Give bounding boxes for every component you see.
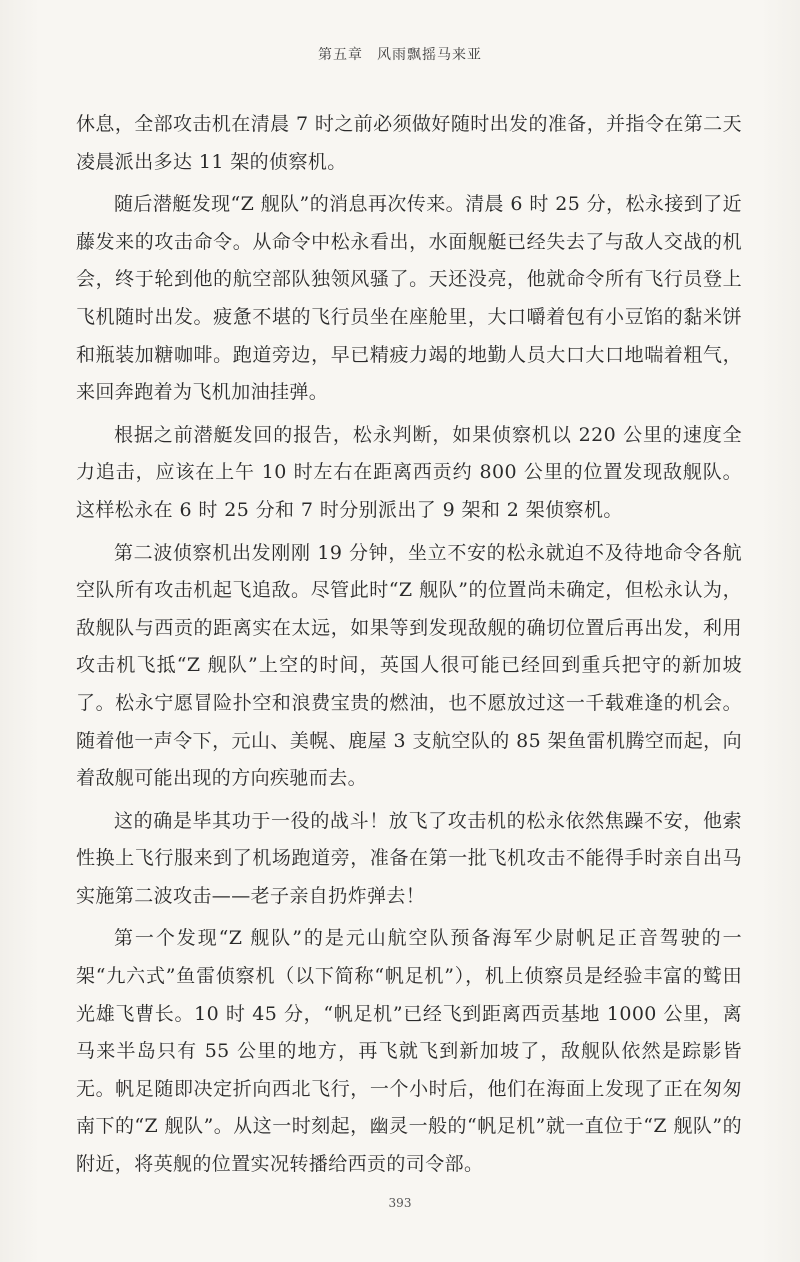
- body-text: [76, 106, 742, 1189]
- paragraph-4: 第二波侦察机出发刚刚 19 分钟，坐立不安的松永就迫不及待地命令各航空队所有攻击机起飞追敌。尽管此时“Z 舰队”的位置尚未确定，但松永认为，敌舰队与西贡的距离实在太远，如果等到发现敌舰的确切位置后再出发，利用攻击机飞抵“Z 舰队”上空的时间，英国人很可能已经回到重兵把守的新加坡了。松永宁愿冒险扑空和浪费宝贵的燃油，也不愿放过这一千载难逢的机会。随着他一声令下，元山、美幌、鹿屋 3 支航空队的 85 架鱼雷机腾空而起，向着敌舰可能出现的方向疾驰而去。: [76, 541, 742, 790]
- paragraph-2: 随后潜艇发现“Z 舰队”的消息再次传来。清晨 6 时 25 分，松永接到了近藤发来的攻击命令。从命令中松永看出，水面舰艇已经失去了与敌人交战的机会，终于轮到他的航空部队独领风骚了。天还没亮，他就命令所有飞行员登上飞机随时出发。疲惫不堪的飞行员坐在座舱里，大口嚼着包有小豆馅的黏米饼和瓶装加糖咖啡。跑道旁边，早已精疲力竭的地勤人员大口大口地喘着粗气，来回奔跑着为飞机加油挂弹。: [76, 193, 742, 404]
- chapter-title: 风雨飘摇马来亚: [377, 47, 482, 63]
- paragraph-5: 这的确是毕其功于一役的战斗！放飞了攻击机的松永依然焦躁不安，他索性换上飞行服来到了机场跑道旁，准备在第一批飞机攻击不能得手时亲自出马实施第二波攻击——老子亲自扔炸弹去！: [76, 809, 742, 907]
- paragraph-3: 根据之前潜艇发回的报告，松永判断，如果侦察机以 220 公里的速度全力追击，应该在上午 10 时左右在距离西贡约 800 公里的位置发现敌舰队。这样松永在 6 时 25 分和 7 时分别派出了 9 架和 2 架侦察机。: [76, 423, 742, 521]
- chapter-number: 第五章: [318, 47, 363, 63]
- paragraph-1: 休息，全部攻击机在清晨 7 时之前必须做好随时出发的准备，并指令在第二天凌晨派出多达 11 架的侦察机。: [76, 113, 742, 173]
- running-head: [0, 44, 800, 64]
- paragraph-6: 第一个发现“Z 舰队”的是元山航空队预备海军少尉帆足正音驾驶的一架“九六式”鱼雷侦察机（以下简称“帆足机”），机上侦察员是经验丰富的鹫田光雄飞曹长。10 时 45 分，“帆足机”已经飞到距离西贡基地 1000 公里，离马来半岛只有 55 公里的地方，再飞就飞到新加坡了，敌舰队依然是踪影皆无。帆足随即决定折向西北飞行，一个小时后，他们在海面上发现了正在匆匆南下的“Z 舰队”。从这一时刻起，幽灵一般的“帆足机”就一直位于“Z 舰队”的附近，将英舰的位置实况转播给西贡的司令部。: [76, 927, 742, 1176]
- page-number: 393: [388, 1196, 412, 1210]
